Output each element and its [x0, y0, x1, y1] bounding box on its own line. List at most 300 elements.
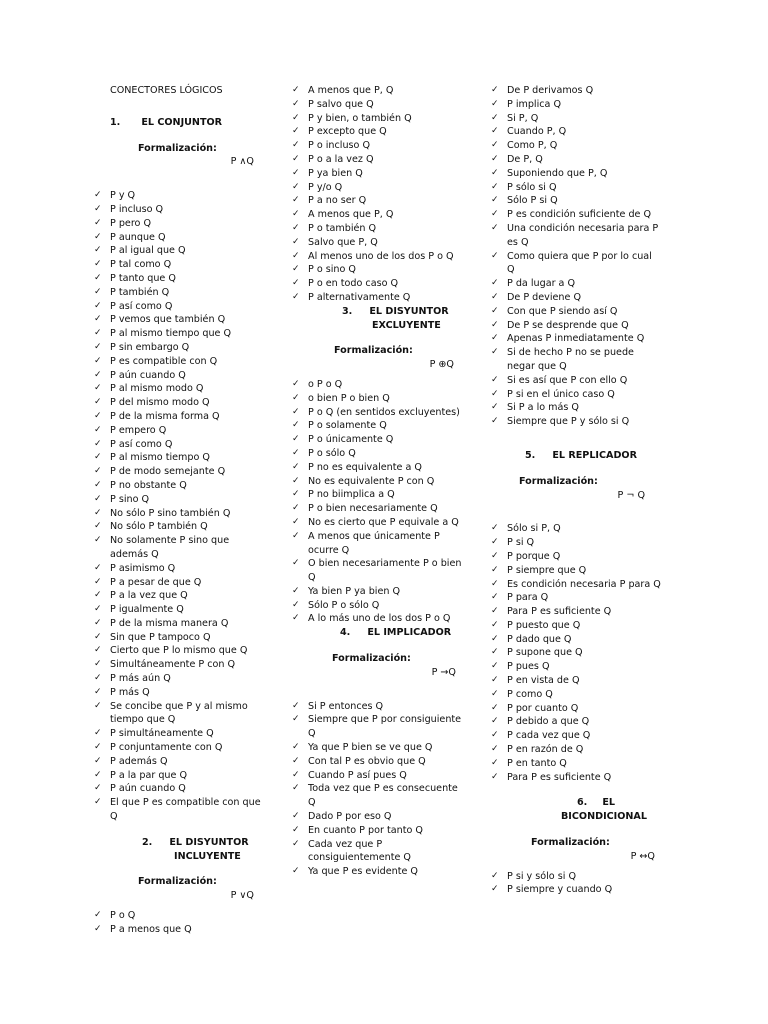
list-item: [94, 520, 264, 534]
section-4-list-part1: [292, 700, 462, 879]
list-item-text: P dado que Q: [507, 633, 572, 645]
checkmark-icon: ✓: [94, 521, 102, 532]
list-item: [491, 715, 661, 729]
checkmark-icon: ✓: [292, 126, 300, 137]
section-2-number: 2.: [142, 836, 153, 848]
list-item: [491, 167, 661, 181]
checkmark-icon: ✓: [491, 388, 499, 399]
list-item: [292, 419, 462, 433]
list-item: [491, 374, 661, 388]
list-item-text: No sólo P sino también Q: [110, 507, 231, 519]
list-item-text: P a la vez que Q: [110, 590, 188, 602]
checkmark-icon: ✓: [491, 633, 499, 644]
checkmark-icon: ✓: [491, 757, 499, 768]
list-item: [94, 603, 264, 617]
column-3: [491, 84, 661, 897]
section-4-formula: P →Q: [431, 666, 456, 678]
checkmark-icon: ✓: [94, 452, 102, 463]
list-item: [94, 631, 264, 645]
list-item-text: P como Q: [507, 688, 553, 700]
list-item: [292, 194, 462, 208]
list-item: [491, 346, 661, 374]
list-item-text: P asimismo Q: [110, 562, 176, 574]
list-item-text: Toda vez que P es consecuente Q: [308, 783, 458, 809]
checkmark-icon: ✓: [292, 742, 300, 753]
section-2-heading: [94, 836, 264, 850]
list-item-text: P sino Q: [110, 493, 150, 505]
checkmark-icon: ✓: [491, 716, 499, 727]
checkmark-icon: ✓: [491, 181, 499, 192]
checkmark-icon: ✓: [94, 466, 102, 477]
list-item: [491, 536, 661, 550]
list-item: [491, 883, 661, 897]
checkmark-icon: ✓: [94, 314, 102, 325]
checkmark-icon: ✓: [292, 291, 300, 302]
checkmark-icon: ✓: [94, 272, 102, 283]
checkmark-icon: ✓: [491, 564, 499, 575]
section-4-number: 4.: [340, 627, 351, 639]
checkmark-icon: ✓: [94, 755, 102, 766]
checkmark-icon: ✓: [491, 619, 499, 630]
checkmark-icon: ✓: [491, 278, 499, 289]
list-item: [491, 633, 661, 647]
list-item: [292, 406, 462, 420]
checkmark-icon: ✓: [94, 617, 102, 628]
list-item: [292, 782, 462, 810]
checkmark-icon: ✓: [292, 811, 300, 822]
checkmark-icon: ✓: [292, 420, 300, 431]
list-item: [491, 646, 661, 660]
checkmark-icon: ✓: [491, 333, 499, 344]
checkmark-icon: ✓: [292, 278, 300, 289]
checkmark-icon: ✓: [491, 661, 499, 672]
list-item-text: A lo más uno de los dos P o Q: [308, 613, 451, 625]
list-item-text: A menos que P, Q: [308, 209, 394, 221]
section-5-heading: [491, 449, 661, 463]
list-item: [292, 741, 462, 755]
list-item: [94, 923, 264, 937]
list-item: [94, 700, 264, 728]
list-item-text: o bien P o bien Q: [308, 392, 390, 404]
list-item-text: P pero Q: [110, 217, 152, 229]
list-item: [491, 250, 661, 278]
section-3-title-line2: EXCLUYENTE: [372, 319, 441, 331]
section-1-formalization-label: Formalización:: [138, 142, 217, 154]
list-item-text: Dado P por eso Q: [308, 811, 392, 823]
section-3-formula: P ⊕Q: [429, 359, 454, 371]
list-item: [94, 658, 264, 672]
list-item-text: P ya bien Q: [308, 167, 363, 179]
list-item-text: P tal como Q: [110, 259, 172, 271]
list-item-text: P más Q: [110, 686, 150, 698]
list-item-text: Sólo si P, Q: [507, 523, 561, 535]
section-1-heading: [94, 116, 264, 130]
checkmark-icon: ✓: [94, 797, 102, 808]
checkmark-icon: ✓: [94, 259, 102, 270]
list-item: [94, 258, 264, 272]
checkmark-icon: ✓: [292, 140, 300, 151]
list-item: [491, 125, 661, 139]
list-item: [292, 769, 462, 783]
list-item: [292, 700, 462, 714]
list-item-text: P para Q: [507, 592, 549, 604]
list-item: [292, 84, 462, 98]
list-item: [491, 771, 661, 785]
checkmark-icon: ✓: [491, 771, 499, 782]
list-item-text: No sólo P también Q: [110, 521, 208, 533]
list-item-text: No es cierto que P equivale a Q: [308, 516, 459, 528]
section-5-formula: P ¬ Q: [617, 489, 645, 501]
list-item-text: P y/o Q: [308, 181, 343, 193]
list-item-text: Sin que P tampoco Q: [110, 631, 211, 643]
list-item: [491, 729, 661, 743]
list-item: [292, 755, 462, 769]
column-2: [292, 84, 462, 879]
checkmark-icon: ✓: [94, 507, 102, 518]
checkmark-icon: ✓: [491, 153, 499, 164]
section-2-title: EL DISYUNTOR: [169, 836, 249, 848]
checkmark-icon: ✓: [491, 606, 499, 617]
list-item: [94, 727, 264, 741]
checkmark-icon: ✓: [292, 838, 300, 849]
section-4-formalization-label: Formalización:: [332, 653, 411, 665]
list-item: [491, 415, 661, 429]
section-4-title: EL IMPLICADOR: [367, 627, 452, 639]
checkmark-icon: ✓: [292, 475, 300, 486]
list-item: [292, 824, 462, 838]
checkmark-icon: ✓: [491, 744, 499, 755]
checkmark-icon: ✓: [94, 769, 102, 780]
list-item: [94, 493, 264, 507]
list-item-text: P al igual que Q: [110, 245, 186, 257]
checkmark-icon: ✓: [292, 181, 300, 192]
checkmark-icon: ✓: [491, 291, 499, 302]
list-item-text: P vemos que también Q: [110, 314, 226, 326]
list-item: [491, 332, 661, 346]
checkmark-icon: ✓: [491, 347, 499, 358]
checkmark-icon: ✓: [94, 231, 102, 242]
list-item: [491, 564, 661, 578]
checkmark-icon: ✓: [292, 824, 300, 835]
checkmark-icon: ✓: [292, 406, 300, 417]
list-item-text: P incluso Q: [110, 203, 164, 215]
list-item-text: Si de hecho P no se puede negar que Q: [507, 347, 634, 372]
list-item: [491, 84, 661, 98]
checkmark-icon: ✓: [94, 397, 102, 408]
section-6-formalization-label: Formalización:: [531, 837, 610, 849]
list-item-text: o P o Q: [308, 378, 343, 390]
checkmark-icon: ✓: [491, 675, 499, 686]
list-item-text: Si P, Q: [507, 112, 539, 124]
checkmark-icon: ✓: [292, 195, 300, 206]
list-item-text: P al mismo tiempo que Q: [110, 328, 232, 340]
checkmark-icon: ✓: [94, 673, 102, 684]
list-item-text: Cuando P, Q: [507, 126, 567, 138]
list-item-text: P no obstante Q: [110, 479, 187, 491]
checkmark-icon: ✓: [292, 866, 300, 877]
list-item: [94, 617, 264, 631]
section-2-title-line2: INCLUYENTE: [174, 850, 241, 862]
list-item-text: P siempre y cuando Q: [507, 884, 613, 896]
list-item-text: P o solamente Q: [308, 420, 387, 432]
list-item-text: P a pesar de que Q: [110, 576, 202, 588]
list-item-text: Como quiera que P por lo cual Q: [507, 250, 652, 276]
list-item-text: P o incluso Q: [308, 140, 370, 152]
list-item-text: P no biimplica a Q: [308, 489, 395, 501]
checkmark-icon: ✓: [94, 438, 102, 449]
list-item-text: P de la misma manera Q: [110, 617, 229, 629]
list-item-text: En cuanto P por tanto Q: [308, 824, 423, 836]
list-item-text: P de modo semejante Q: [110, 466, 226, 478]
checkmark-icon: ✓: [491, 402, 499, 413]
checkmark-icon: ✓: [94, 479, 102, 490]
checkmark-icon: ✓: [292, 503, 300, 514]
list-item: [491, 591, 661, 605]
checkmark-icon: ✓: [491, 374, 499, 385]
list-item: [94, 217, 264, 231]
list-item-text: P en vista de Q: [507, 675, 580, 687]
checkmark-icon: ✓: [94, 910, 102, 921]
list-item: [94, 231, 264, 245]
checkmark-icon: ✓: [491, 305, 499, 316]
checkmark-icon: ✓: [94, 383, 102, 394]
list-item-text: Cada vez que P consiguientemente Q: [308, 838, 411, 864]
list-item: [292, 392, 462, 406]
list-item-text: P o a la vez Q: [308, 153, 374, 165]
list-item-text: P o Q: [110, 910, 136, 922]
list-item: [94, 341, 264, 355]
checkmark-icon: ✓: [491, 140, 499, 151]
list-item: [491, 870, 661, 884]
list-item-text: Para P es suficiente Q: [507, 606, 612, 618]
list-item: [491, 388, 661, 402]
checkmark-icon: ✓: [491, 98, 499, 109]
list-item: [491, 674, 661, 688]
list-item: [94, 782, 264, 796]
checkmark-icon: ✓: [94, 535, 102, 546]
list-item-text: P da lugar a Q: [507, 278, 576, 290]
list-item-text: P porque Q: [507, 550, 561, 562]
list-item-text: P es condición suficiente de Q: [507, 209, 652, 221]
checkmark-icon: ✓: [292, 167, 300, 178]
list-item-text: P en razón de Q: [507, 744, 584, 756]
list-item-text: P a menos que Q: [110, 923, 192, 935]
list-item: [491, 702, 661, 716]
checkmark-icon: ✓: [491, 702, 499, 713]
checkmark-icon: ✓: [491, 126, 499, 137]
list-item-text: P salvo que Q: [308, 98, 374, 110]
list-item-text: P del mismo modo Q: [110, 397, 210, 409]
checkmark-icon: ✓: [292, 714, 300, 725]
list-item: [94, 465, 264, 479]
list-item-text: P siempre que Q: [507, 564, 587, 576]
list-item: [94, 410, 264, 424]
list-item-text: P de la misma forma Q: [110, 410, 220, 422]
list-item-text: Para P es suficiente Q: [507, 771, 612, 783]
section-5-list: [491, 522, 661, 784]
list-item-text: P supone que Q: [507, 647, 583, 659]
checkmark-icon: ✓: [94, 604, 102, 615]
list-item-text: Como P, Q: [507, 140, 558, 152]
list-item-text: P al mismo modo Q: [110, 383, 204, 395]
section-3-number: 3.: [342, 305, 353, 317]
list-item-text: No es equivalente P con Q: [308, 475, 435, 487]
list-item-text: P más aún Q: [110, 673, 171, 685]
list-item: [94, 479, 264, 493]
list-item: [94, 769, 264, 783]
checkmark-icon: ✓: [292, 236, 300, 247]
list-item-text: De P derivamos Q: [507, 85, 594, 96]
list-item: [292, 433, 462, 447]
list-item-text: Si es así que P con ello Q: [507, 374, 628, 386]
list-item: [292, 447, 462, 461]
checkmark-icon: ✓: [292, 85, 300, 95]
list-item: [292, 838, 462, 866]
list-item-text: A menos que únicamente P ocurre Q: [308, 530, 440, 556]
list-item: [94, 796, 264, 824]
section-2-formula: P ∨Q: [230, 890, 254, 902]
list-item-text: P simultáneamente Q: [110, 728, 214, 740]
checkmark-icon: ✓: [94, 203, 102, 214]
checkmark-icon: ✓: [491, 222, 499, 233]
list-item-text: No solamente P sino que además Q: [110, 535, 230, 560]
list-item-text: Con que P siendo así Q: [507, 305, 618, 317]
list-item-text: P en tanto Q: [507, 757, 567, 769]
list-item-text: O bien necesariamente P o bien Q: [308, 558, 462, 584]
list-item-text: Ya que P es evidente Q: [308, 866, 418, 878]
list-item-text: P o también Q: [308, 222, 377, 234]
list-item-text: De P, Q: [507, 153, 543, 165]
section-5-title: EL REPLICADOR: [552, 449, 637, 461]
list-item: [94, 424, 264, 438]
list-item: [94, 576, 264, 590]
list-item: [292, 236, 462, 250]
list-item-text: P o Q (en sentidos excluyentes): [308, 406, 460, 418]
list-item-text: P o bien necesariamente Q: [308, 503, 438, 515]
list-item-text: El que P es compatible con que Q: [110, 797, 261, 823]
list-item: [292, 222, 462, 236]
list-item: [94, 203, 264, 217]
checkmark-icon: ✓: [292, 613, 300, 624]
list-item: [292, 502, 462, 516]
list-item: [94, 272, 264, 286]
list-item-text: P aún cuando Q: [110, 369, 186, 381]
checkmark-icon: ✓: [292, 153, 300, 164]
list-item-text: P o sino Q: [308, 264, 356, 276]
list-item: [94, 327, 264, 341]
checkmark-icon: ✓: [292, 264, 300, 275]
list-item-text: P y Q: [110, 190, 136, 202]
list-item-text: Con tal P es obvio que Q: [308, 755, 426, 767]
list-item: [491, 605, 661, 619]
list-item: [491, 757, 661, 771]
list-item-text: Es condición necesaria P para Q: [507, 578, 661, 590]
list-item: [491, 112, 661, 126]
checkmark-icon: ✓: [491, 537, 499, 548]
checkmark-icon: ✓: [94, 341, 102, 352]
list-item-text: Simultáneamente P con Q: [110, 659, 236, 671]
list-item-text: Al menos uno de los dos P o Q: [308, 250, 454, 262]
checkmark-icon: ✓: [94, 700, 102, 711]
checkmark-icon: ✓: [94, 686, 102, 697]
list-item-text: P por cuanto Q: [507, 702, 579, 714]
checkmark-icon: ✓: [94, 410, 102, 421]
list-item-text: P conjuntamente con Q: [110, 742, 223, 754]
list-item: [292, 263, 462, 277]
list-item-text: P debido a que Q: [507, 716, 590, 728]
list-item-text: P también Q: [110, 286, 170, 298]
checkmark-icon: ✓: [491, 550, 499, 561]
checkmark-icon: ✓: [94, 369, 102, 380]
list-item: [491, 550, 661, 564]
list-item: [94, 644, 264, 658]
list-item: [94, 534, 264, 562]
checkmark-icon: ✓: [292, 461, 300, 472]
list-item: [292, 599, 462, 613]
checkmark-icon: ✓: [292, 585, 300, 596]
list-item-text: P o en todo caso Q: [308, 278, 399, 290]
checkmark-icon: ✓: [292, 222, 300, 233]
section-3-formalization-label: Formalización:: [334, 345, 413, 357]
list-item-text: P aún cuando Q: [110, 783, 186, 795]
list-item: [491, 522, 661, 536]
checkmark-icon: ✓: [491, 112, 499, 123]
list-item-text: Suponiendo que P, Q: [507, 167, 608, 179]
checkmark-icon: ✓: [94, 562, 102, 573]
checkmark-icon: ✓: [491, 250, 499, 261]
checkmark-icon: ✓: [94, 728, 102, 739]
list-item: [292, 713, 462, 741]
list-item-text: P empero Q: [110, 424, 167, 436]
checkmark-icon: ✓: [491, 578, 499, 589]
list-item-text: Siempre que P y sólo si Q: [507, 416, 630, 428]
checkmark-icon: ✓: [292, 516, 300, 527]
list-item-text: P así como Q: [110, 438, 173, 450]
checkmark-icon: ✓: [94, 424, 102, 435]
list-item-text: De P se desprende que Q: [507, 319, 629, 331]
list-item-text: Cuando P así pues Q: [308, 769, 407, 781]
checkmark-icon: ✓: [94, 355, 102, 366]
checkmark-icon: ✓: [491, 688, 499, 699]
list-item-text: P excepto que Q: [308, 126, 387, 138]
list-item: [94, 286, 264, 300]
checkmark-icon: ✓: [94, 576, 102, 587]
section-3-title: EL DISYUNTOR: [369, 305, 449, 317]
checkmark-icon: ✓: [292, 599, 300, 610]
list-item: [292, 475, 462, 489]
list-item-text: Salvo que P, Q: [308, 236, 378, 248]
checkmark-icon: ✓: [94, 645, 102, 656]
section-6-heading: [491, 796, 661, 810]
list-item-text: P alternativamente Q: [308, 291, 411, 303]
list-item-text: P a la par que Q: [110, 769, 187, 781]
checkmark-icon: ✓: [491, 195, 499, 206]
list-item-text: De P deviene Q: [507, 291, 581, 303]
list-item-text: P igualmente Q: [110, 604, 184, 616]
checkmark-icon: ✓: [94, 783, 102, 794]
list-item-text: P sólo si Q: [507, 181, 557, 193]
checkmark-icon: ✓: [491, 209, 499, 220]
checkmark-icon: ✓: [292, 489, 300, 500]
list-item: [292, 98, 462, 112]
list-item: [94, 507, 264, 521]
checkmark-icon: ✓: [94, 328, 102, 339]
list-item: [292, 291, 462, 305]
checkmark-icon: ✓: [94, 742, 102, 753]
list-item-text: P a no ser Q: [308, 195, 367, 207]
checkmark-icon: ✓: [491, 85, 499, 95]
section-2-list-part1: [94, 909, 264, 937]
